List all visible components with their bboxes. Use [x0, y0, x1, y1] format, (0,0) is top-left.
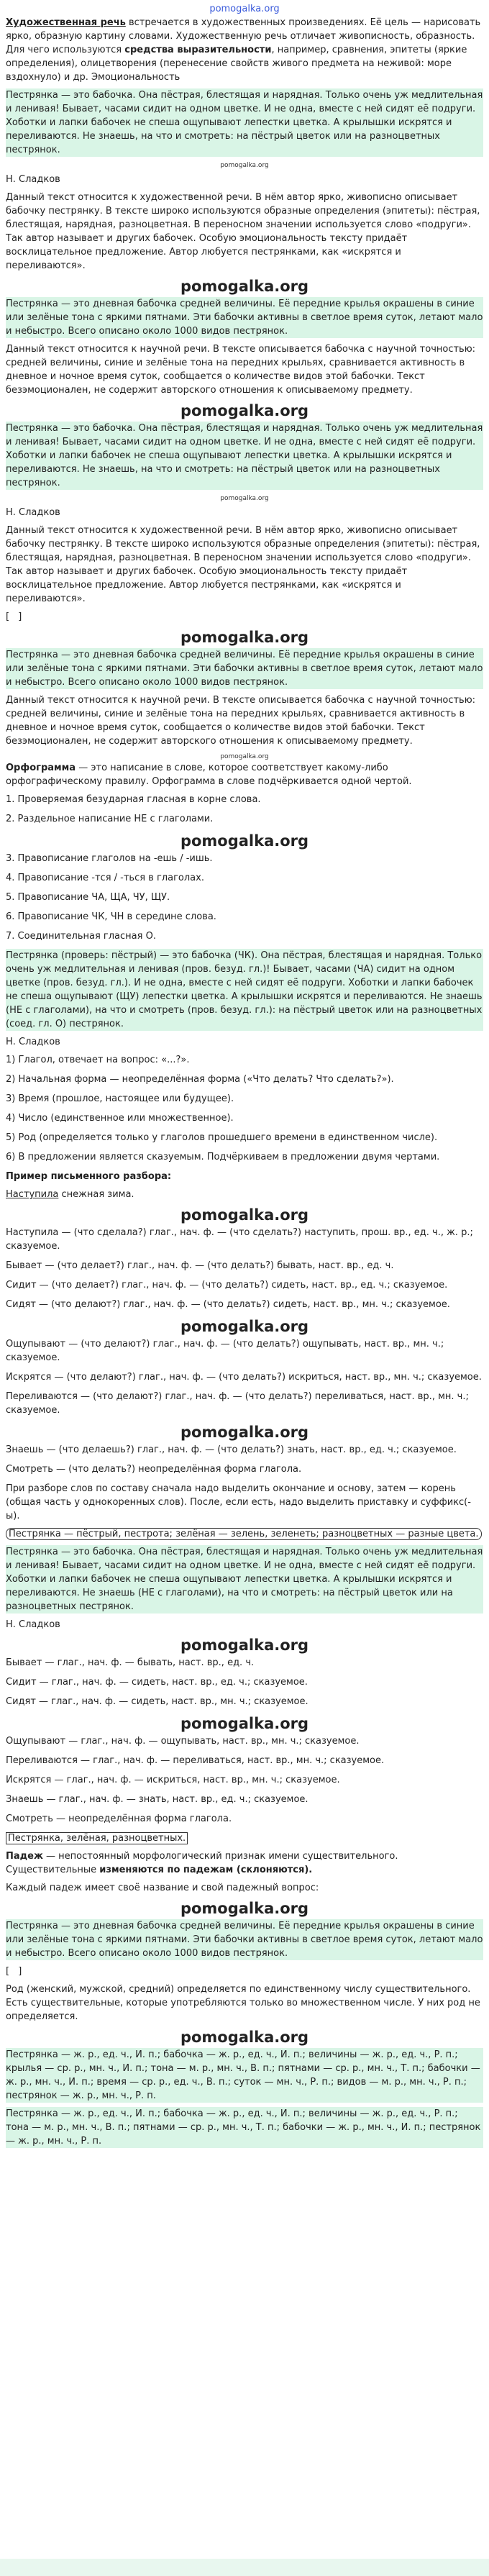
list-item: 6) В предложении является сказуемым. Подчёркиваем в предложении двумя чертами. — [6, 1152, 440, 1162]
watermark: pomogalka.org — [180, 1318, 309, 1335]
list-item: Смотреть — (что делать?) неопределённая форма глагола. — [6, 1464, 302, 1475]
brackets: [ ] — [6, 1966, 25, 1977]
watermark: pomogalka.org — [180, 1900, 309, 1917]
site-header-link[interactable]: pomogalka.org — [209, 4, 280, 14]
intro-heading: Художественная речь — [6, 17, 126, 28]
list-item: Знаешь — глаг., нач. ф. — знать, наст. вр., ед. ч.; сказуемое. — [6, 1794, 309, 1805]
list-item: Сидит — (что делает?) глаг., нач. ф. — (что делать?) сидеть, наст. вр., ед. ч.; сказуемое. — [6, 1280, 448, 1291]
analysis-1-repeat: Данный текст относится к художественной речи. В нём автор ярко, живописно описывает бабочку пестрянку. В тексте широко используются образные определения (эпитеты): пёстрая, блестящая, нарядная, разноцветная. В переносном значении используется слово «подруги». Так автор называет и других бабочек. Особую эмоциональность тексту придаёт восклицательное предложение. Автор любуется пестрянками, как «искрятся и переливаются». — [6, 525, 480, 604]
watermark: pomogalka.org — [180, 832, 309, 850]
text-1-repeat: Пестрянка — это бабочка. Она пёстрая, блестящая и нарядная. Только очень уж медлительная и ленивая! Бывает, часами сидит на одном цветке. И не одна, вместе с ней сидят её подруги. Хоботки и лапки бабочек не спеша ощупывают лепестки цветка. А крылышки искрятся и переливаются. Не знаешь, на что и смотреть: на пёстрый цветок или на разноцветных пестрянок. — [6, 423, 483, 488]
author-signature: Н. Сладков — [6, 1037, 60, 1047]
list-item: 4. Правописание -тся / -ться в глаголах. — [6, 873, 204, 883]
page-footer-band — [0, 2559, 489, 2576]
watermark: pomogalka.org — [180, 278, 309, 295]
list-item: Бывает — (что делает?) глаг., нач. ф. — (что делать?) бывать, наст. вр., ед. ч. — [6, 1260, 394, 1271]
morph-words-2-text: Пестрянка, зелёная, разноцветных. — [6, 1832, 188, 1844]
example-title: Пример письменного разбора: — [6, 1171, 172, 1182]
example-phrase — [6, 1188, 483, 1201]
watermark: pomogalka.org — [180, 1424, 309, 1441]
watermark: pomogalka.org — [180, 1715, 309, 1732]
watermark: pomogalka.org — [180, 629, 309, 646]
list-item: Искрятся — (что делают?) глаг., нач. ф. — (что делать?) искриться, наст. вр., мн. ч.; сказуемое. — [6, 1372, 482, 1383]
orthogram-title: Орфограмма — [6, 763, 76, 773]
text-2-repeat: Пестрянка — это дневная бабочка средней величины. Её передние крылья окрашены в синие или зелёные тона с яркими пятнами. Эти бабочки активны в светлое время суток, летают мало и небыстро. Всего описано около 1000 видов пестрянок. — [6, 650, 483, 688]
analysis-2-repeat: Данный текст относится к научной речи. В тексте описывается бабочка с научной точностью: средней величины, синие и зелёные тона на передних крыльях, сравнивается активность в дневное и ночное время суток, сообщается о количестве видов этой бабочки. Текст безэмоционален, не содержит авторского отношения к описываемому предмету. — [6, 695, 476, 747]
example-phrase-rest: снежная зима. — [58, 1189, 134, 1200]
author-signature: Н. Сладков — [6, 1619, 60, 1630]
list-item: 1) Глагол, отвечает на вопрос: «...?». — [6, 1055, 190, 1065]
list-item: 5) Род (определяется только у глаголов прошедшего времени в единственном числе). — [6, 1132, 438, 1143]
intro-strong: средства выразительности — [124, 45, 272, 55]
watermark: pomogalka.org — [220, 162, 269, 169]
case-paragraph — [6, 1849, 483, 1877]
case-title: Падеж — [6, 1851, 43, 1862]
orthogram-text: — это написание в слове, которое соответствует какому-либо орфографическому правилу. Орфограмма в слове подчёркивается одной чертой. — [6, 763, 412, 787]
text-1: Пестрянка — это бабочка. Она пёстрая, блестящая и нарядная. Только очень уж медлительная и ленивая! Бывает, часами сидит на одном цветке. И не одна, вместе с ней сидят её подруги. Хоботки и лапки бабочек не спеша ощупывают лепестки цветка. А крылышки искрятся и переливаются. Не знаешь, на что и смотреть: на пёстрый цветок или на разноцветных пестрянок. — [6, 90, 483, 155]
watermark: pomogalka.org — [220, 753, 269, 760]
text-2: Пестрянка — это дневная бабочка средней величины. Её передние крылья окрашены в синие или зелёные тона с яркими пятнами. Эти бабочки активны в светлое время суток, летают мало и небыстро. Всего описано около 1000 видов пестрянок. — [6, 299, 483, 337]
list-item: Сидят — глаг., нач. ф. — сидеть, наст. вр., мн. ч.; сказуемое. — [6, 1696, 309, 1707]
list-item: 3. Правописание глаголов на -ешь / -ишь. — [6, 853, 213, 864]
verb-features-list — [6, 1053, 483, 1164]
list-item: 6. Правописание ЧК, ЧН в середине слова. — [6, 911, 216, 922]
orthogram-list — [6, 793, 483, 943]
list-item: 2) Начальная форма — неопределённая форма («Что делать? Что сделать?»). — [6, 1074, 394, 1085]
watermark: pomogalka.org — [180, 2029, 309, 2046]
list-item: 1. Проверяемая безударная гласная в корне слова. — [6, 794, 261, 805]
morph-words — [6, 1527, 483, 1541]
author-signature: Н. Сладков — [6, 174, 60, 185]
text-3: Пестрянка (проверь: пёстрый) — это бабочка (ЧК). Она пёстрая, блестящая и нарядная. Только очень уж медлительная и ленивая (пров. безуд. гл.)! Бывает, часами (ЧА) сидит на одном цветке (пров. безуд. гл.). И не одна, вместе с ней сидят её подруги. Хоботки и лапки бабочек не спеша ощупывают (ЩУ) лепестки цветка. А крылышки искрятся и переливаются. Не знаешь (НЕ с глаголами), на что и смотреть (пров. безуд. гл.): на пёстрый цветок или на разноцветных (соед. гл. О) пестрянок. — [6, 950, 483, 1029]
text-4: Пестрянка — это бабочка. Она пёстрая, блестящая и нарядная. Только очень уж медлительная и ленивая! Бывает, часами сидит на одном цветке. И не одна, вместе с ней сидят её подруги. Хоботки и лапки бабочек не спеша ощупывают лепестки цветка. А крылышки искрятся и переливаются. Не знаешь (НЕ с глаголами), на что и смотреть: на пёстрый цветок или на разноцветных пестрянок. — [6, 1547, 483, 1612]
list-item: Наступила — (что сделала?) глаг., нач. ф. — (что сделать?) наступить, прош. вр., ед. ч., ж. р.; сказуемое. — [6, 1227, 473, 1252]
list-item: Бывает — глаг., нач. ф. — бывать, наст. вр., ед. ч. — [6, 1657, 255, 1668]
analysis-1: Данный текст относится к художественной речи. В нём автор ярко, живописно описывает бабочку пестрянку. В тексте широко используются образные определения (эпитеты): пёстрая, блестящая, нарядная, разноцветная. В переносном значении используется слово «подруги». Так автор называет и других бабочек. Особую эмоциональность тексту придаёт восклицательное предложение. Автор любуется пестрянками, как «искрятся и переливаются». — [6, 192, 480, 271]
list-item: Переливаются — глаг., нач. ф. — переливаться, наст. вр., мн. ч.; сказуемое. — [6, 1755, 385, 1766]
list-item: Искрятся — глаг., нач. ф. — искриться, наст. вр., мн. ч.; сказуемое. — [6, 1775, 340, 1785]
morph-words-text: Пестрянка — пёстрый, пестрота; зелёная — зелень, зеленеть; разноцветных — разные цвета. — [6, 1528, 482, 1540]
case-text: — непостоянный морфологический признак имени существительного. Существительные — [6, 1851, 398, 1875]
nouns-2: Пестрянка — ж. р., ед. ч., И. п.; бабочка — ж. р., ед. ч., И. п.; величины — ж. р., ед. ч., Р. п.; тона — м. р., мн. ч., В. п.; пятнами — ср. р., мн. ч., Т. п.; бабочки — ж. р., мн. ч., И. п.; пестрянок — ж. р., мн. ч., Р. п. — [6, 2107, 483, 2148]
orthogram-paragraph — [6, 761, 483, 788]
watermark: pomogalka.org — [180, 1206, 309, 1224]
case-strong: изменяются по падежам (склоняются). — [99, 1865, 313, 1875]
morph-paragraph: При разборе слов по составу сначала надо выделить окончание и основу, затем — корень (общая часть у однокоренных слов). После, если есть, надо выделить приставку и суффикс(-ы). — [6, 1483, 471, 1521]
watermark: pomogalka.org — [180, 1637, 309, 1654]
watermark: pomogalka.org — [180, 402, 309, 419]
intro-text: встречается в художественных произведениях. Её цель — нарисовать ярко, образную картину словами. Художественную речь отличает живописность, образность. Для чего используются — [6, 17, 481, 55]
list-item: Сидит — глаг., нач. ф. — сидеть, наст. вр., ед. ч.; сказуемое. — [6, 1677, 308, 1688]
gender-paragraph: Род (женский, мужской, средний) определяется по единственному числу существительного. Есть существительные, которые употребляются только во множественном числе. У них род не определяется. — [6, 1984, 480, 2022]
author-signature: Н. Сладков — [6, 507, 60, 518]
list-item: 2. Раздельное написание НЕ с глаголами. — [6, 814, 214, 824]
list-item: Ощупывают — (что делают?) глаг., нач. ф. — (что делать?) ощупывать, наст. вр., мн. ч.; сказуемое. — [6, 1339, 444, 1363]
list-item: 3) Время (прошлое, настоящее или будущее). — [6, 1093, 234, 1104]
example-phrase-word: Наступила — [6, 1189, 59, 1200]
nouns-1: Пестрянка — ж. р., ед. ч., И. п.; бабочка — ж. р., ед. ч., И. п.; величины — ж. р., ед. ч., Р. п.; крылья — ср. р., мн. ч., И. п.; тона — м. р., мн. ч., В. п.; пятнами — ср. р., мн. ч., Т. п.; бабочки — ж. р., мн. ч., И. п.; время — ср. р., ед. ч., В. п.; суток — мн. ч., Р. п.; видов — м. р., мн. ч., Р. п.; пестрянок — ж. р., мн. ч., Р. п. — [6, 2048, 483, 2103]
watermark: pomogalka.org — [220, 495, 269, 502]
list-item: Переливаются — (что делают?) глаг., нач. ф. — (что делать?) переливаться, наст. вр., мн. ч.; сказуемое. — [6, 1391, 469, 1416]
list-item: 7. Соединительная гласная О. — [6, 931, 156, 942]
morph-words-2 — [6, 1831, 483, 1845]
list-item: Сидят — (что делают?) глаг., нач. ф. — (что делать?) сидеть, наст. вр., мн. ч.; сказуемое. — [6, 1299, 450, 1310]
list-item: Знаешь — (что делаешь?) глаг., нач. ф. — (что делать?) знать, наст. вр., ед. ч.; сказуемое. — [6, 1444, 457, 1455]
list-item: 4) Число (единственное или множественное). — [6, 1113, 234, 1124]
case-question: Каждый падеж имеет своё название и свой падежный вопрос: — [6, 1883, 319, 1893]
intro-paragraph — [6, 16, 483, 84]
brackets: [ ] — [6, 611, 25, 622]
text-5: Пестрянка — это дневная бабочка средней величины. Её передние крылья окрашены в синие или зелёные тона с яркими пятнами. Эти бабочки активны в светлое время суток, летают мало и небыстро. Всего описано около 1000 видов пестрянок. — [6, 1921, 483, 1959]
verb-parse-list — [6, 1226, 483, 1476]
list-item: Смотреть — неопределённая форма глагола. — [6, 1813, 232, 1824]
list-item: 5. Правописание ЧА, ЩА, ЧУ, ЩУ. — [6, 892, 170, 903]
list-item: Ощупывают — глаг., нач. ф. — ощупывать, наст. вр., мн. ч.; сказуемое. — [6, 1736, 360, 1747]
intro-rest: , например, сравнения, эпитеты (яркие определения), олицетворения (перенесение свойств живого предмета на неживой: море вздохнуло) и др. Эмоциональность — [6, 45, 467, 83]
verb-parse-list-2 — [6, 1656, 483, 1826]
analysis-2: Данный текст относится к научной речи. В тексте описывается бабочка с научной точностью: средней величины, синие и зелёные тона на передних крыльях, сравнивается активность в дневное и ночное время суток, сообщается о количестве видов этой бабочки. Текст безэмоционален, не содержит авторского отношения к описываемому предмету. — [6, 344, 476, 396]
